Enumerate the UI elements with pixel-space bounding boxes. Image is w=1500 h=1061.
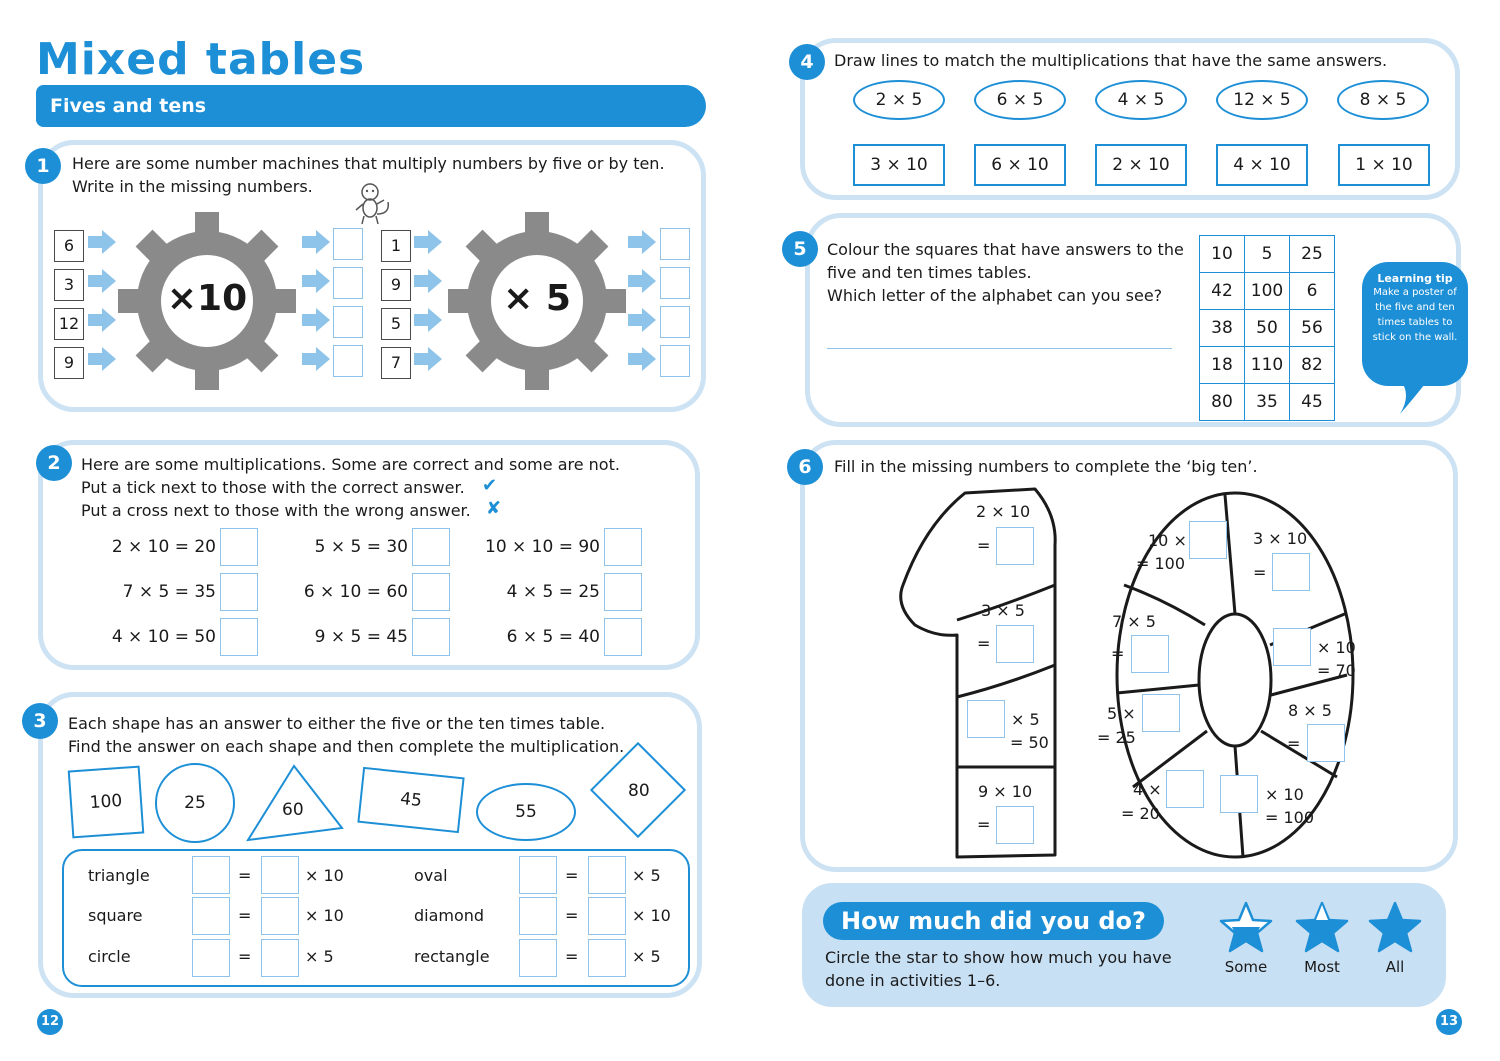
q6-blank[interactable]: [1272, 553, 1310, 591]
equals-sign: =: [565, 866, 579, 885]
q6-blank[interactable]: [1220, 775, 1258, 813]
tip-title: Learning tip: [1377, 272, 1453, 285]
q3-instruction-2: Find the answer on each shape and then complete the multiplication.: [68, 737, 625, 756]
q1-number: 1: [25, 148, 61, 184]
q3-blank[interactable]: [519, 939, 557, 977]
grid-cell[interactable]: 42: [1200, 273, 1245, 310]
q2-item: 6 × 10 = 60: [303, 582, 408, 602]
m1-input: 6: [54, 230, 84, 262]
diamond-value: 80: [628, 781, 650, 801]
q3-blank[interactable]: [261, 939, 299, 977]
square-shape: [68, 766, 145, 839]
q1-instruction-1: Here are some number machines that multiply numbers by five or by ten.: [72, 154, 665, 173]
one-seg1-top: 2 × 10: [976, 502, 1031, 521]
rectangle-value: 45: [399, 788, 423, 812]
zero-d1: × 10: [1317, 638, 1356, 657]
q3-blank[interactable]: [588, 939, 626, 977]
m2-input: 5: [381, 308, 411, 340]
q2-number: 2: [36, 445, 72, 481]
q4-top-oval[interactable]: 12 × 5: [1216, 80, 1308, 120]
q4-bottom-box[interactable]: 6 × 10: [974, 144, 1066, 186]
zero-a2: = 100: [1136, 554, 1186, 573]
q3-op: × 5: [632, 866, 661, 885]
q6-blank[interactable]: [1166, 770, 1204, 808]
q6-number: 6: [787, 449, 823, 485]
q4-top-oval[interactable]: 8 × 5: [1337, 80, 1429, 120]
cross-icon: ✘: [486, 498, 502, 519]
square-value: 100: [89, 790, 123, 814]
zero-d2: = 70: [1317, 661, 1356, 680]
grid-cell[interactable]: 35: [1245, 384, 1290, 421]
m1-input: 9: [54, 347, 84, 379]
q3-op: × 10: [305, 866, 344, 885]
section-banner: Fives and tens: [36, 85, 706, 127]
one-seg1-eq: =: [977, 536, 991, 555]
one-seg2-top: 3 × 5: [981, 601, 1025, 620]
monkey-icon: [350, 180, 398, 228]
q5-instruction-2: five and ten times tables.: [827, 263, 1032, 282]
q3-row-label: square: [88, 906, 143, 925]
m1-input: 12: [54, 308, 84, 340]
page-number-right: 13: [1436, 1009, 1462, 1035]
q6-blank[interactable]: [996, 625, 1034, 663]
output-arrows-1: [300, 228, 332, 378]
q5-instruction-1: Colour the squares that have answers to the: [827, 240, 1184, 259]
grid-cell[interactable]: 38: [1200, 310, 1245, 347]
q3-blank[interactable]: [192, 897, 230, 935]
zero-g1: 4 ×: [1133, 780, 1162, 799]
page-title: Mixed tables: [36, 34, 366, 85]
grid-cell[interactable]: 50: [1245, 310, 1290, 347]
grid-cell[interactable]: 6: [1290, 273, 1335, 310]
q2-answer-box[interactable]: [220, 528, 258, 566]
q3-instruction-1: Each shape has an answer to either the five or the ten times table.: [68, 714, 606, 733]
q4-top-oval[interactable]: 4 × 5: [1095, 80, 1187, 120]
m2-input: 9: [381, 269, 411, 301]
circle-shape: [155, 763, 235, 843]
one-seg4-eq: =: [977, 815, 991, 834]
q3-op: × 5: [305, 947, 334, 966]
oval-shape: [476, 783, 576, 841]
q2-instruction-2: Put a tick next to those with the correct answer.: [81, 478, 465, 497]
equals-sign: =: [238, 947, 252, 966]
q6-blank[interactable]: [1273, 628, 1311, 666]
zero-f2: =: [1287, 734, 1301, 753]
tick-icon: ✔: [482, 475, 498, 496]
q2-item: 6 × 5 = 40: [506, 627, 600, 647]
q3-row-label: rectangle: [414, 947, 490, 966]
q3-number: 3: [22, 703, 58, 739]
q2-item: 4 × 5 = 25: [506, 582, 600, 602]
q4-instruction: Draw lines to match the multiplications that have the same answers.: [834, 51, 1388, 70]
q2-item: 7 × 5 = 35: [122, 582, 216, 602]
q3-blank[interactable]: [261, 897, 299, 935]
q6-blank[interactable]: [996, 527, 1034, 565]
q5-instruction-3: Which letter of the alphabet can you see?: [827, 286, 1163, 305]
star-some-icon[interactable]: [1218, 900, 1274, 954]
q1-instruction-2: Write in the missing numbers.: [72, 177, 313, 196]
zero-f1: 8 × 5: [1288, 701, 1332, 720]
rectangle-shape: [357, 767, 464, 833]
zero-g2: = 20: [1121, 804, 1160, 823]
m2-output-box[interactable]: [660, 345, 690, 377]
q3-blank[interactable]: [192, 939, 230, 977]
q3-row-label: triangle: [88, 866, 150, 885]
q3-blank[interactable]: [588, 897, 626, 935]
grid-cell[interactable]: 5: [1245, 236, 1290, 273]
zero-c2: =: [1111, 644, 1125, 663]
q3-op: × 10: [305, 906, 344, 925]
m1-output-box[interactable]: [333, 345, 363, 377]
q3-row-label: diamond: [414, 906, 485, 925]
grid-cell[interactable]: 45: [1290, 384, 1335, 421]
q4-bottom-box[interactable]: 1 × 10: [1338, 144, 1430, 186]
input-arrows-1: [86, 228, 118, 378]
q4-bottom-box[interactable]: 2 × 10: [1095, 144, 1187, 186]
q4-top-oval[interactable]: 2 × 5: [853, 80, 945, 120]
equals-sign: =: [565, 947, 579, 966]
m2-input: 1: [381, 230, 411, 262]
q5-number-grid: [1199, 235, 1335, 421]
score-body-2: done in activities 1–6.: [825, 971, 1001, 990]
one-seg3-top: × 5: [1011, 710, 1040, 729]
m1-output-box[interactable]: [333, 228, 363, 260]
q4-bottom-box[interactable]: 4 × 10: [1216, 144, 1308, 186]
equals-sign: =: [238, 906, 252, 925]
grid-cell[interactable]: 18: [1200, 347, 1245, 384]
m2-output-box[interactable]: [660, 306, 690, 338]
q6-instruction: Fill in the missing numbers to complete the ‘big ten’.: [834, 457, 1258, 476]
equals-sign: =: [565, 906, 579, 925]
star-label-all: All: [1385, 958, 1405, 976]
triangle-value: 60: [282, 800, 304, 820]
q2-answer-box[interactable]: [412, 618, 450, 656]
q2-answer-box[interactable]: [412, 573, 450, 611]
zero-h1: × 10: [1265, 785, 1304, 804]
q3-op: × 10: [632, 906, 671, 925]
q2-answer-box[interactable]: [220, 573, 258, 611]
q3-blank[interactable]: [192, 856, 230, 894]
zero-a1: 10 ×: [1148, 531, 1187, 550]
m2-output-box[interactable]: [660, 228, 690, 260]
grid-cell[interactable]: 25: [1290, 236, 1335, 273]
learning-tip-bubble: [1362, 262, 1468, 386]
one-seg2-eq: =: [977, 634, 991, 653]
one-seg4-top: 9 × 10: [978, 782, 1033, 801]
star-all-icon[interactable]: [1367, 900, 1423, 954]
grid-cell[interactable]: 56: [1290, 310, 1335, 347]
star-label-most: Most: [1304, 958, 1340, 976]
q3-blank[interactable]: [519, 856, 557, 894]
q6-blank[interactable]: [967, 700, 1005, 738]
one-seg3-eq: = 50: [1010, 733, 1049, 752]
grid-cell[interactable]: 82: [1290, 347, 1335, 384]
q6-blank[interactable]: [1131, 635, 1169, 673]
score-title: How much did you do?: [823, 902, 1164, 940]
m1-output-box[interactable]: [333, 267, 363, 299]
grid-cell[interactable]: 10: [1200, 236, 1245, 273]
q6-blank[interactable]: [996, 806, 1034, 844]
q2-answer-box[interactable]: [604, 528, 642, 566]
m1-input: 3: [54, 269, 84, 301]
m2-input: 7: [381, 347, 411, 379]
zero-h2: = 100: [1265, 808, 1315, 827]
tip-tail: [1398, 380, 1438, 416]
q4-bottom-box[interactable]: 3 × 10: [853, 144, 945, 186]
q6-blank[interactable]: [1307, 724, 1345, 762]
q5-answer-line[interactable]: [827, 348, 1172, 349]
star-label-some: Some: [1224, 958, 1268, 976]
input-arrows-2: [412, 228, 444, 378]
m2-output-box[interactable]: [660, 267, 690, 299]
q3-blank[interactable]: [588, 856, 626, 894]
q6-blank[interactable]: [1142, 694, 1180, 732]
q6-blank[interactable]: [1189, 521, 1227, 559]
q3-row-label: circle: [88, 947, 131, 966]
equals-sign: =: [238, 866, 252, 885]
m1-output-box[interactable]: [333, 306, 363, 338]
gear2-label: × 5: [503, 278, 571, 319]
zero-e2: = 25: [1097, 728, 1136, 747]
q2-item: 10 × 10 = 90: [485, 537, 600, 557]
q3-op: × 5: [632, 947, 661, 966]
q2-answer-box[interactable]: [604, 573, 642, 611]
q2-answer-box[interactable]: [604, 618, 642, 656]
q5-number: 5: [782, 231, 818, 267]
page-number-left: 12: [37, 1009, 63, 1035]
q3-blank[interactable]: [519, 897, 557, 935]
zero-b1: 3 × 10: [1253, 529, 1308, 548]
zero-b2: =: [1253, 563, 1267, 582]
q4-top-oval[interactable]: 6 × 5: [974, 80, 1066, 120]
q4-number: 4: [789, 44, 825, 80]
oval-value: 55: [515, 802, 537, 822]
star-most-icon[interactable]: [1294, 900, 1350, 954]
q3-blank[interactable]: [261, 856, 299, 894]
q2-answer-box[interactable]: [220, 618, 258, 656]
q2-instruction-1: Here are some multiplications. Some are correct and some are not.: [81, 455, 620, 474]
tip-body: Make a poster of the five and ten times tables to stick on the wall.: [1372, 287, 1458, 343]
q2-item: 5 × 5 = 30: [314, 537, 408, 557]
output-arrows-2: [626, 228, 658, 378]
q2-instruction-3: Put a cross next to those with the wrong answer.: [81, 501, 471, 520]
grid-cell[interactable]: 110: [1245, 347, 1290, 384]
grid-cell[interactable]: 80: [1200, 384, 1245, 421]
q2-item: 4 × 10 = 50: [111, 627, 216, 647]
q2-item: 9 × 5 = 45: [314, 627, 408, 647]
q2-item: 2 × 10 = 20: [111, 537, 216, 557]
score-body-1: Circle the star to show how much you have: [825, 948, 1172, 967]
q3-row-label: oval: [414, 866, 448, 885]
gear1-label: ×10: [166, 278, 248, 319]
q2-answer-box[interactable]: [412, 528, 450, 566]
zero-e1: 5 ×: [1107, 704, 1136, 723]
zero-c1: 7 × 5: [1112, 612, 1156, 631]
grid-cell[interactable]: 100: [1245, 273, 1290, 310]
circle-value: 25: [184, 793, 206, 813]
